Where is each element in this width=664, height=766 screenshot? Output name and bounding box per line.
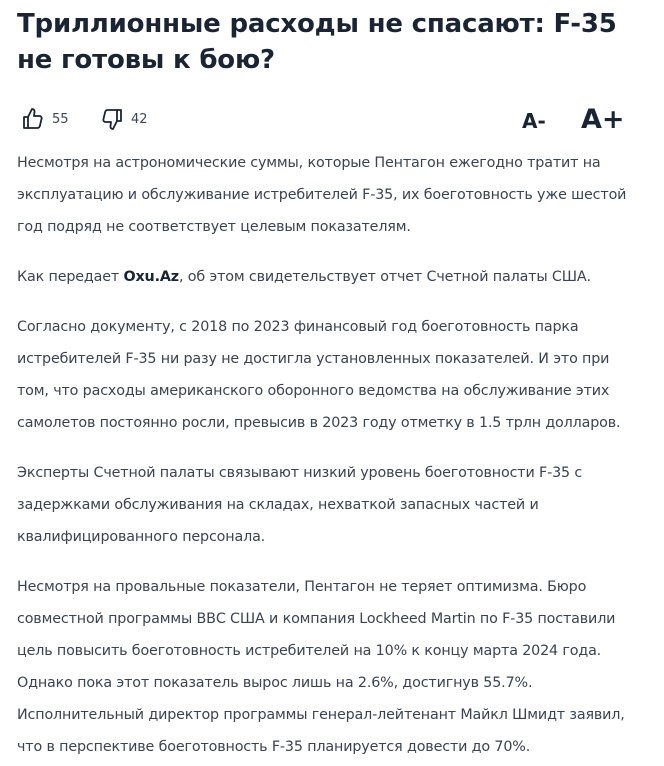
like-button[interactable] [21,107,69,131]
article-paragraph-4: Эксперты Счетной палаты связывают низкий уровень боеготовности F-35 с задержками обслуживания на складах, нехваткой запасных частей и квалифицированного персонала. [17,465,583,545]
like-count: 55 [52,111,69,127]
article-paragraph-2 [17,261,640,293]
decrease-font-button[interactable]: A- [522,109,546,133]
article-paragraph-5: Несмотря на провальные показатели, Пентагон не теряет оптимизма. Бюро совместной программы ВВС США и компания Lockheed Martin по F-35 поставили цель повысить боеготовность истребителей на 10% к концу марта 2024 года. Однако пока этот показатель вырос лишь на 2.6%, достигнув 55.7%. Исполнительный директор программы генерал-лейтенант Майкл Шмидт заявил, что в перспективе боеготовность F-35 планируется довести до 70%. [17,579,625,755]
article-title: Триллионные расходы не спасают: F-35 не готовы к бою? [17,9,617,75]
dislike-count: 42 [131,111,148,127]
article-paragraph-3: Согласно документу, с 2018 по 2023 финансовый год боеготовность парка истребителей F-35 ни разу не достигла установленных показателей. И это при том, что расходы американского оборонного ведомства на обслуживание этих самолетов постоянно росли, превысив в 2023 году отметку в 1.5 трлн долларов. [17,319,621,431]
article-toolbar [17,99,640,139]
thumbs-up-icon [21,107,45,131]
paragraph-text: Как передает [17,269,124,285]
article-paragraph-1: Несмотря на астрономические суммы, которые Пентагон ежегодно тратит на эксплуатацию и обслуживание истребителей F-35, их боеготовность уже шестой год подряд не соответствует целевым показателям. [17,155,627,235]
increase-font-button[interactable]: A+ [581,104,625,135]
paragraph-text: , об этом свидетельствует отчет Счетной палаты США. [178,269,591,285]
article-body [17,147,640,763]
thumbs-down-icon [100,107,124,131]
dislike-button[interactable] [100,107,148,131]
source-name: Oxu.Az [123,269,179,285]
